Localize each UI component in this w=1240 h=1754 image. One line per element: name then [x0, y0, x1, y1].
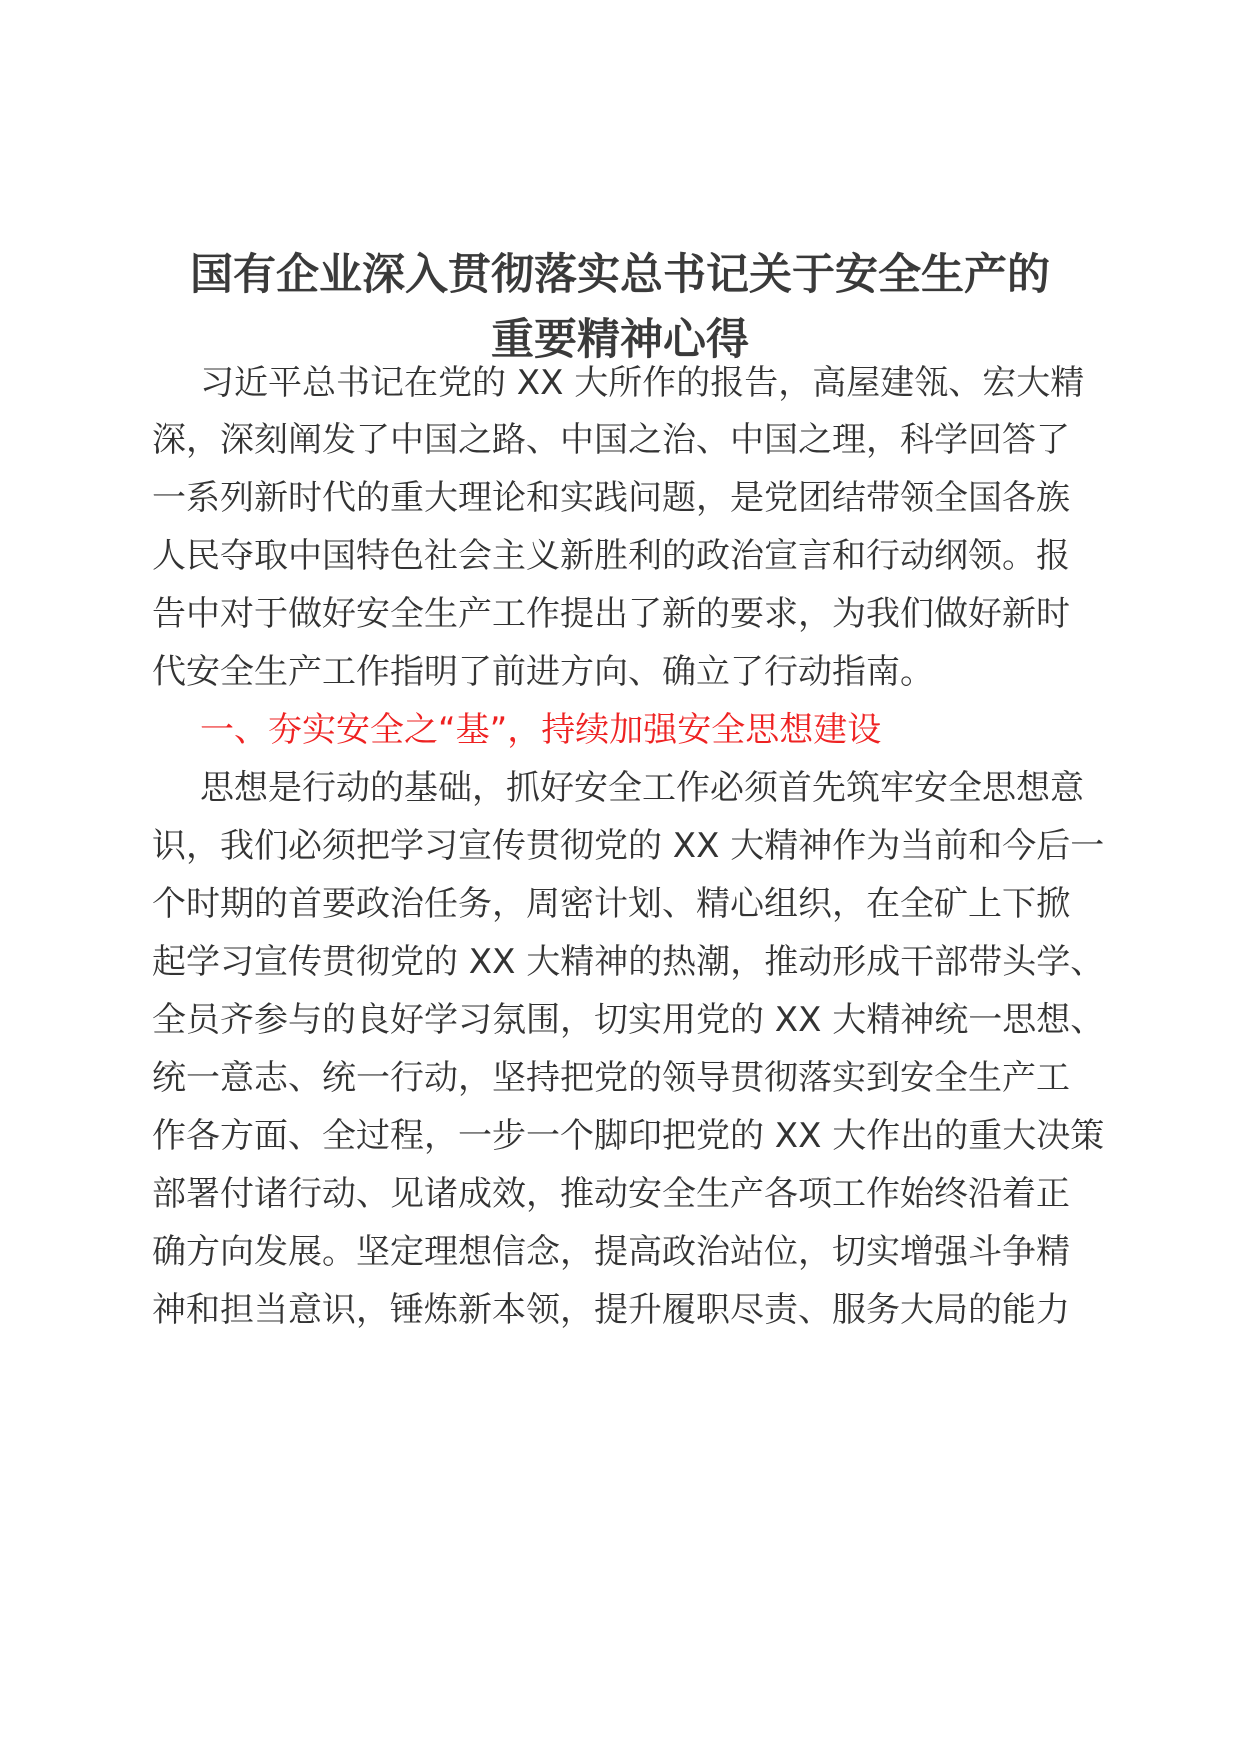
- paragraph-line: 深，深刻阐发了中国之路、中国之治、中国之理，科学回答了: [152, 420, 1070, 460]
- title-line: 重要精神心得: [491, 315, 749, 365]
- paragraph-line: 部署付诸行动、见诸成效，推动安全生产各项工作始终沿着正: [152, 1174, 1070, 1214]
- paragraph-line: 识，我们必须把学习宣传贯彻党的 XX 大精神作为当前和今后一: [152, 826, 1105, 866]
- paragraph-line: 起学习宣传贯彻党的 XX 大精神的热潮，推动形成干部带头学、: [152, 942, 1105, 982]
- section-heading: 一、夯实安全之“基”，持续加强安全思想建设: [200, 710, 882, 750]
- document-page: [152, 0, 1105, 1754]
- paragraph-line: 作各方面、全过程，一步一个脚印把党的 XX 大作出的重大决策: [152, 1116, 1105, 1156]
- paragraph-line: 思想是行动的基础，抓好安全工作必须首先筑牢安全思想意: [200, 768, 1084, 808]
- paragraph-line: 统一意志、统一行动，坚持把党的领导贯彻落实到安全生产工: [152, 1058, 1070, 1098]
- paragraph-line: 全员齐参与的良好学习氛围，切实用党的 XX 大精神统一思想、: [152, 1000, 1105, 1040]
- title-line: 国有企业深入贯彻落实总书记关于安全生产的: [190, 250, 1050, 300]
- paragraph-line: 个时期的首要政治任务，周密计划、精心组织，在全矿上下掀: [152, 884, 1070, 924]
- paragraph-line: 告中对于做好安全生产工作提出了新的要求，为我们做好新时: [152, 594, 1070, 634]
- document-title: [142, 243, 1098, 373]
- paragraph-line: 确方向发展。坚定理想信念，提高政治站位，切实增强斗争精: [152, 1232, 1070, 1272]
- paragraph-line: 一系列新时代的重大理论和实践问题，是党团结带领全国各族: [152, 478, 1070, 518]
- paragraph-line: 神和担当意识，锤炼新本领，提升履职尽责、服务大局的能力: [152, 1290, 1070, 1330]
- paragraph-line: 代安全生产工作指明了前进方向、确立了行动指南。: [152, 652, 934, 692]
- paragraph-line: 习近平总书记在党的 XX 大所作的报告，高屋建瓴、宏大精: [200, 363, 1085, 403]
- paragraph-line: 人民夺取中国特色社会主义新胜利的政治宣言和行动纲领。报: [152, 536, 1070, 576]
